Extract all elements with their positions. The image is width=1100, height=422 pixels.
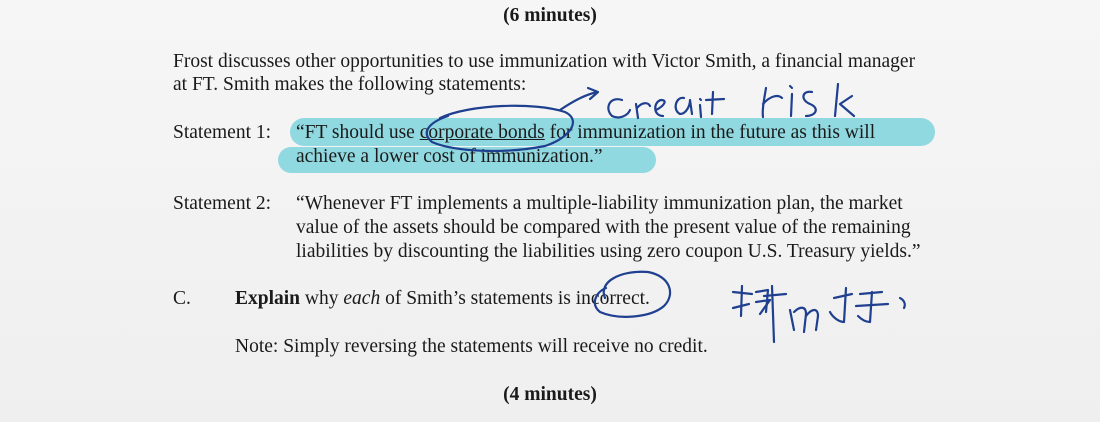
statement1-corporate-bonds: corporate bonds — [419, 122, 545, 143]
statement2-line-2: value of the assets should be compared with the present value of the remaining — [296, 217, 911, 238]
statement2-line-3: liabilities by discounting the liabilities using zero coupon U.S. Treasury yields.” — [296, 241, 921, 262]
intro-line-2: at FT. Smith makes the following statements: — [173, 74, 527, 95]
statement2-label: Statement 2: — [173, 193, 272, 214]
question-why: why — [300, 288, 344, 309]
statement1-line-2: achieve a lower cost of immunization.” — [296, 146, 603, 167]
question-letter: C. — [173, 288, 191, 309]
question-rest-pre: of Smith’s statements is — [380, 288, 576, 309]
question-incorrect: incorrect — [575, 288, 646, 309]
statement1-line-1-post: for immunization in the future as this will — [544, 122, 876, 143]
question-text — [235, 287, 650, 311]
statement1-line-1 — [296, 121, 875, 145]
question-each: each — [343, 288, 381, 309]
time-bottom: (4 minutes) — [503, 384, 597, 405]
question-note: Note: Simply reversing the statements will receive no credit. — [235, 336, 708, 357]
statement1-label: Statement 1: — [173, 122, 272, 143]
intro-line-1: Frost discusses other opportunities to use immunization with Victor Smith, a financial manager — [173, 51, 916, 72]
question-rest-end: . — [645, 288, 650, 309]
time-top: (6 minutes) — [503, 5, 597, 26]
statement2-line-1: “Whenever FT implements a multiple-liability immunization plan, the market — [296, 193, 903, 214]
question-explain: Explain — [235, 288, 301, 309]
statement1-line-1-pre: “FT should use — [296, 122, 420, 143]
